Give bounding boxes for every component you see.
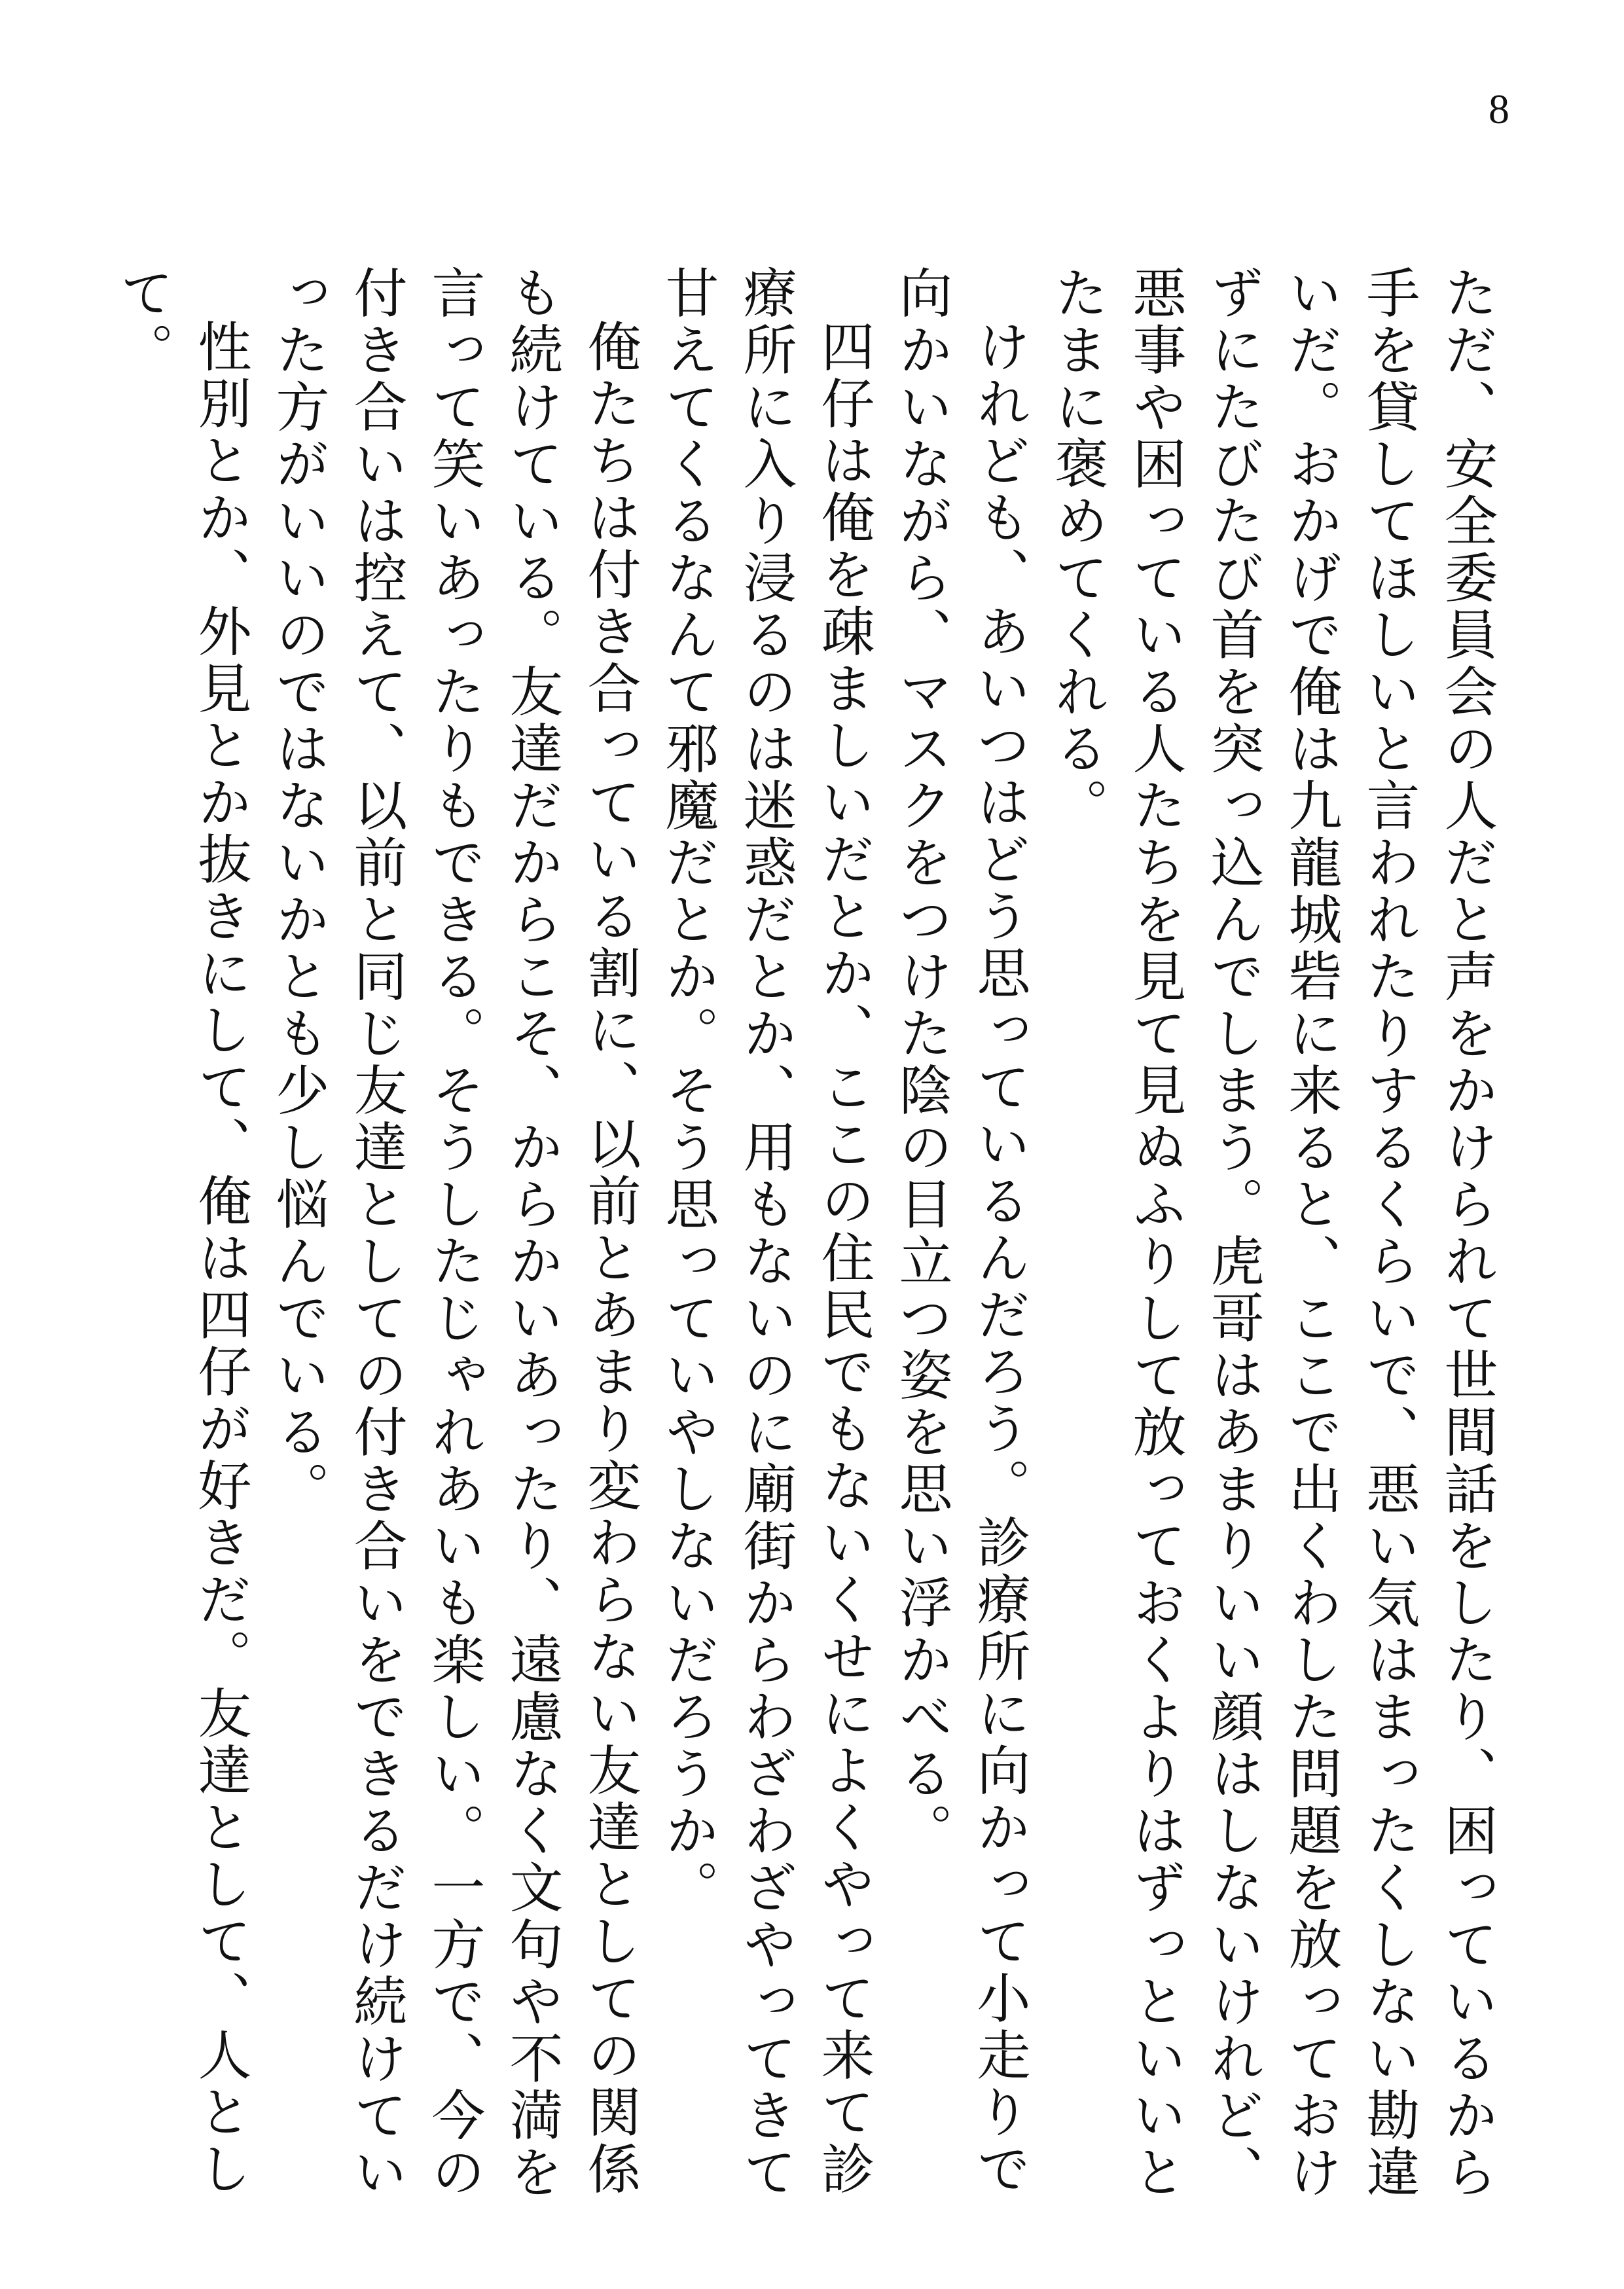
paragraph-2: けれども、あいつはどう思っているんだろう。診療所に向かって小走りで向かいながら、マスクをつけた陰の目立つ姿を思い浮かべる。 [890,265,1030,2198]
paragraph-1: ただ、安全委員会の人だと声をかけられて世間話をしたり、困っているから手を貸してほしいと言われたりするくらいで、悪い気はまったくしない勘違いだ。おかげで俺は九龍城砦に来ると、ここで出くわした問題を放っておけずにたびたび首を突っ込んでしまう。虎哥はあまりいい顔はしないけれど、悪事や困っている人たちを見て見ぬふりして放っておくよりはずっといいとたまに褒めてくれる。 [1046,265,1498,2201]
paragraph-4: 俺たちは付き合っている割に、以前とあまり変わらない友達としての関係も続けている。友達だからこそ、からかいあったり、遠慮なく文句や不満を言って笑いあったりもできる。そうしたじゃれあいも楽しい。一方で、今の付き合いは控えて、以前と同じ友達としての付き合いをできるだけ続けていった方がいいのではないかとも少し悩んでいる。 [267,265,641,2201]
page-number: 8 [1489,86,1509,132]
paragraph-3: 四仔は俺を疎ましいだとか、ここの住民でもないくせによくやって来て診療所に入り浸るのは迷惑だとか、用もないのに廟街からわざわざやってきて甘えてくるなんて邪魔だとか。そう思っていやしないだろうか。 [657,265,875,2201]
paragraph-5: 性別とか、外見とか抜きにして、俺は四仔が好きだ。友達として、人として。 [111,265,251,2198]
body-text [111,265,1506,2216]
